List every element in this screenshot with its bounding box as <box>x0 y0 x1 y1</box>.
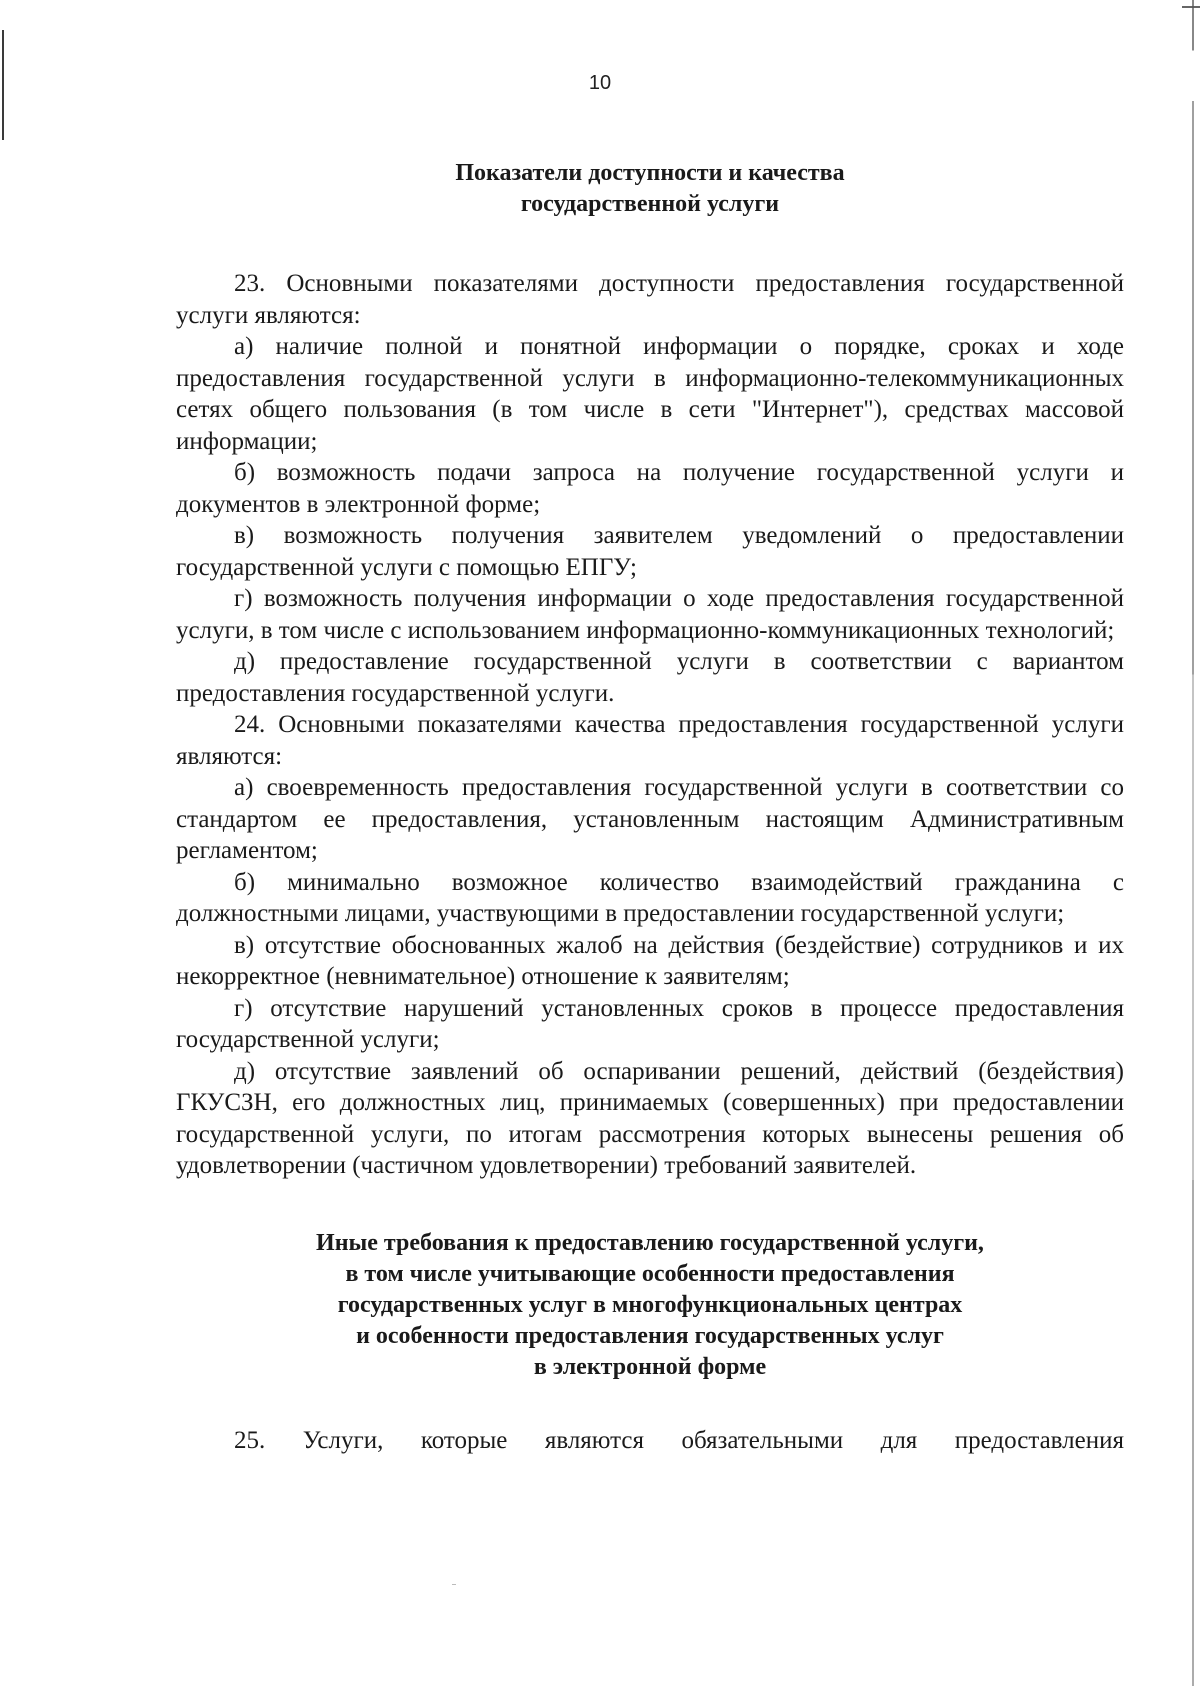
heading-line: Показатели доступности и качества <box>455 160 845 186</box>
paragraph: г) отсутствие нарушений установленных сроков в процессе предоставления государственной услуги; <box>176 994 1124 1053</box>
paragraph: а) своевременность предоставления государственной услуги в соответствии со стандартом ее предоставления, установленным настоящим Административным регламентом; <box>176 774 1124 864</box>
paragraph: г) возможность получения информации о ходе предоставления государственной услуги, в том числе с использованием информационно-коммуникационных технологий; <box>176 585 1124 644</box>
paragraph: в) отсутствие обоснованных жалоб на действия (бездействие) сотрудников и их некорректное (невнимательное) отношение к заявителям; <box>176 931 1124 990</box>
document-body <box>176 158 1124 1456</box>
paragraph: 25. Услуги, которые являются обязательными для предоставления <box>234 1426 1124 1454</box>
heading-line: и особенности предоставления государственных услуг <box>356 1322 944 1349</box>
heading-line: государственной услуги <box>520 191 780 217</box>
section-heading-indicators <box>176 158 1124 220</box>
paragraph: б) возможность подачи запроса на получение государственной услуги и документов в электронной форме; <box>176 459 1124 518</box>
scan-corner-mark <box>1182 0 1200 8</box>
scan-edge-line-right <box>1192 0 1194 1686</box>
paragraph: б) минимально возможное количество взаимодействий гражданина с должностными лицами, участвующими в предоставлении государственной услуги; <box>176 868 1124 927</box>
heading-line: в электронной форме <box>533 1353 767 1380</box>
paragraph: д) предоставление государственной услуги в соответствии с вариантом предоставления государственной услуги. <box>176 648 1124 707</box>
paragraph: в) возможность получения заявителем уведомлений о предоставлении государственной услуги с помощью ЕПГУ; <box>176 522 1124 581</box>
scan-speck <box>452 1584 456 1585</box>
paragraph: д) отсутствие заявлений об оспаривании решений, действий (бездействия) ГКУСЗН, его должностных лиц, принимаемых (совершенных) при предоставлении государственной услуги, по итогам рассмотрения которых вынесены решения об удовлетворении (частичном удовлетворении) требований заявителей. <box>176 1057 1124 1179</box>
spacer <box>176 1182 1124 1228</box>
heading-line: Иные требования к предоставлению государственной услуги, <box>316 1229 984 1256</box>
spacer <box>176 220 1124 268</box>
spacer <box>176 1383 1124 1425</box>
paragraph: а) наличие полной и понятной информации о порядке, сроках и ходе предоставления государственной услуги в информационно-телекоммуникационных сетях общего пользования (в том числе в сети "Интернет"), средствах массовой информации; <box>176 333 1124 455</box>
page-number: 10 <box>588 72 612 94</box>
heading-line: в том числе учитывающие особенности предоставления <box>345 1260 955 1287</box>
heading-line: государственных услуг в многофункциональных центрах <box>337 1291 963 1318</box>
paragraphs-indicators <box>176 268 1124 1182</box>
section-heading-other-requirements <box>176 1228 1124 1383</box>
paragraph: 23. Основными показателями доступности предоставления государственной услуги являются: <box>176 270 1124 329</box>
paragraph: 24. Основными показателями качества предоставления государственной услуги являются: <box>176 711 1124 770</box>
